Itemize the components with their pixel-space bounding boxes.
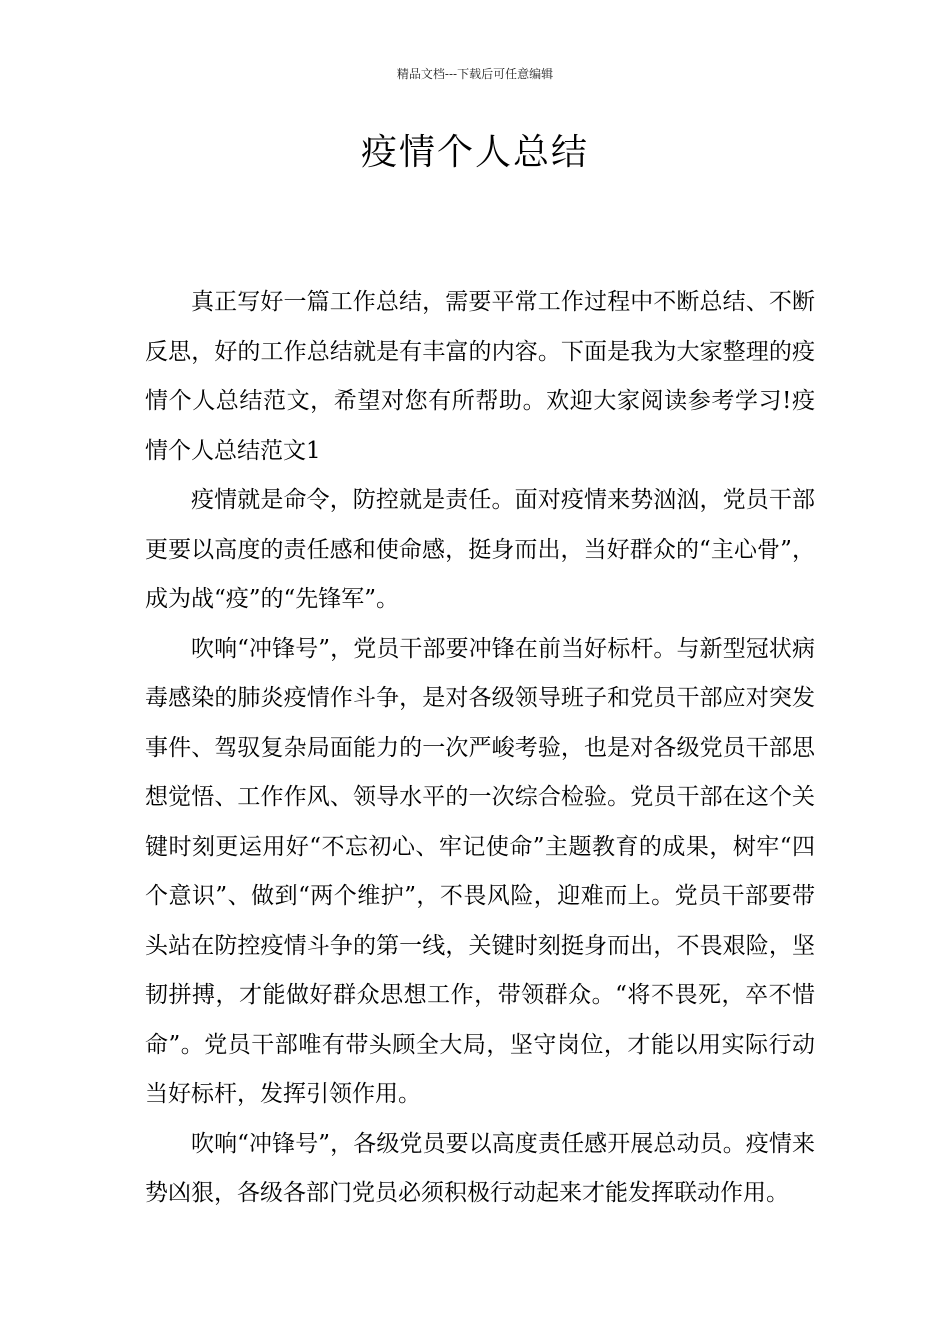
header-note: 精品文档---下载后可任意编辑 (396, 67, 554, 81)
paragraph-2: 疫情就是命令，防控就是责任。面对疫情来势汹汹，党员干部更要以高度的责任感和使命感，挺身而出，当好群众的“主心骨”，成为战“疫”的“先锋军”。 (145, 487, 815, 612)
paragraph-intro: 真正写好一篇工作总结，需要平常工作过程中不断总结、不断反思，好的工作总结就是有丰富的内容。下面是我为大家整理的疫情个人总结范文，希望对您有所帮助。欢迎大家阅读参考学习!疫情个人总结范文1 (145, 289, 815, 464)
paragraph-4: 吹响“冲锋号”，各级党员要以高度责任感开展总动员。疫情来势凶狠，各级各部门党员必须积极行动起来才能发挥联动作用。 (145, 1130, 815, 1206)
document-body (145, 278, 815, 1219)
paragraph-3: 吹响“冲锋号”，党员干部要冲锋在前当好标杆。与新型冠状病毒感染的肺炎疫情作斗争，是对各级领导班子和党员干部应对突发事件、驾驭复杂局面能力的一次严峻考验，也是对各级党员干部思想觉悟、工作作风、领导水平的一次综合检验。党员干部在这个关键时刻更运用好“不忘初心、牢记使命”主题教育的成果，树牢“四个意识”、做到“两个维护”，不畏风险，迎难而上。党员干部要带头站在防控疫情斗争的第一线，关键时刻挺身而出，不畏艰险，坚韧拼搏，才能做好群众思想工作，带领群众。“将不畏死，卒不惜命”。党员干部唯有带头顾全大局，坚守岗位，才能以用实际行动当好标杆，发挥引领作用。 (145, 635, 815, 1107)
document-title: 疫情个人总结 (360, 132, 589, 173)
